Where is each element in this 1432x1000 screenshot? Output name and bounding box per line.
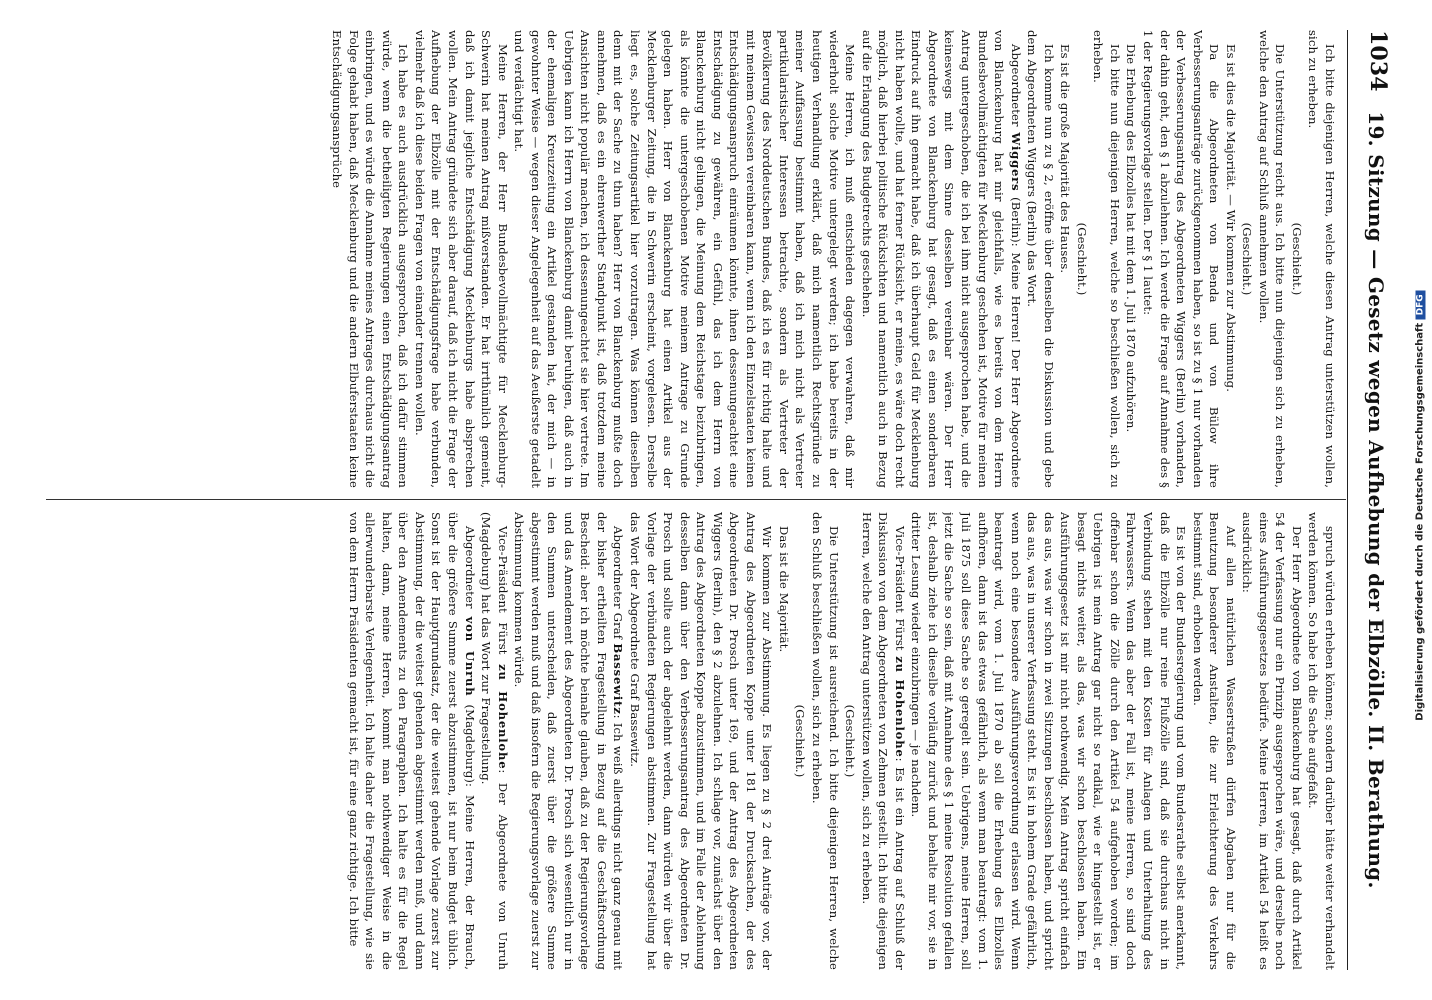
- paragraph-text: Meine Herren, der Herr Bundesbevollmächtigte für Mecklenburg-Schwerin hat meinen Antrag mißverstanden. Er hat irrthümlich gemeint, daß ich damit jegliche Entschädigung Mecklenburgs habe absprechen wollen. Mein Antrag gründete sich aber darauf, daß ich nicht die Frage der Aufhebung der Elbzölle mit der Entschädigungsfrage habe verbunden, vielmehr daß ich diese beiden Fragen von einander trennen wollen.: [412, 30, 510, 488]
- text-paragraph: [411, 30, 510, 488]
- speaker-name: zu Hohenlohe: [892, 656, 907, 758]
- stage-direction: [1239, 30, 1256, 488]
- paragraph-text: Meine Herren, ich muß entschieden dagegen verwahren, daß mir wiederholt solche Motive untergelegt werden; ich habe bereits in der heutigen Verhandlung erklärt, daß mich namentlich Rechtsgründe zu meiner Auffassung bestimmt haben, daß ich mich nicht als Vertreter partikularistischer Interessen betrachte, sondern als Vertreter der Bevölkerung des Norddeutschen Bundes, daß ich es für richtig halte und mit meinem Gewissen vereinbaren kann, wenn ich den Einzelstaaten keinen Entschädigungsanspruch einräumen könnte, ihnen dessenungeachtet eine Entschädigung zu gewähren, ein Gefühl, das ich dem Herrn von Blanckenburg nicht gelingen, die Meinung dem Reichstage beizubringen, als könnte die untergeschobenen Motive meinem Antrage zu Grunde gelegen haben. Herr von Blanckenburg hat einen Artikel aus der Mecklenburger Zeitung, die in Schwerin erscheint, vorgelesen. Derselbe liegt es, solche Zeitungsartikel hier vorzutragen. Was können dieselben denn mit der Sache zu thun haben? Herr von Blanckenburg mußte doch annehmen, daß es ein ehrenwerther Standpunkt ist, daß trotzdem meine Ansichten nicht populär machen, ich dessenungeachtet sie hier vertrete. Im Uebrigen kann ich Herrn von Blanckenburg damit beruhigen, daß auch in der ehemaligen Kreuzzeitung ein Artikel gestanden hat, der mich — in gewohnter Weise — wegen dieser Angelegenheit auf das Aeußerste getadelt und verdächtigt hat.: [512, 30, 858, 488]
- speaker-paragraph: [345, 512, 477, 970]
- text-paragraph: [1057, 30, 1074, 488]
- paragraph-text: (Geschieht.): [1289, 222, 1304, 296]
- text-paragraph: [1305, 512, 1338, 970]
- page-number: 1034: [1365, 30, 1391, 92]
- text-paragraph: [1024, 30, 1057, 488]
- text-paragraph: [1255, 30, 1288, 488]
- text-paragraph: [1305, 30, 1338, 488]
- text-paragraph: [1090, 30, 1123, 488]
- dfg-logo-icon: DFG: [1416, 290, 1426, 319]
- paragraph-text: Da die Abgeordneten von Benda und von Bülow ihre Verbesserungsanträge zurückgenommen haben, so ist zu § 1 nur vorhanden der Verbesserungsantrag des Abgeordneten Wiggers (Berlin) vorhanden, der dahin geht, den § 1 abzulehnen. Ich werde die Frage auf Annahme des § 1 der Regierungsvorlage stellen. Der § 1 lautet:: [1140, 30, 1222, 488]
- speaker-paragraph: [858, 30, 1023, 488]
- paragraph-text: : Der Abgeordnete von Unruh (Magdeburg) hat das Wort zur Fragestellung.: [479, 512, 510, 970]
- speaker-title: Vice-Präsident Fürst: [892, 526, 907, 657]
- speaker-title: Abgeordneter Graf: [611, 526, 626, 644]
- paragraph-text: Ich habe es auch ausdrücklich ausgesprochen, daß ich dafür stimmen würde, wenn die betheiligten Regierungen einen Entschädigungsantrag einbringen, und es würde die Annahme meines Antrages durchaus nicht die Folge gehabt haben, daß Mecklenburg und die andern Elbuferstaaten keine Entschädigungsansprüche: [330, 30, 411, 488]
- text-paragraph: [626, 512, 775, 970]
- paragraph-text: Der Herr Abgeordnete von Blanckenburg hat gesagt, daß durch Artikel 54 der Verfassung nur ein Prinzip ausgesprochen wäre, und derselbe noch eines Ausführungsgesetzes bedürfe. Meine Herren, im Artikel 54 heißt es ausdrücklich:: [1240, 512, 1304, 970]
- paragraph-text: Es ist dies die Majorität. — Wir kommen zur Abstimmung.: [1223, 44, 1238, 392]
- stage-direction: [792, 512, 809, 970]
- text-paragraph: [1189, 512, 1239, 970]
- page-header: [1347, 30, 1392, 970]
- right-text-column: [48, 512, 1338, 970]
- paragraph-text: Ich komme nun zu § 2, eröffne über denselben die Diskussion und gebe dem Abgeordneten Wiggers (Berlin) das Wort.: [1025, 30, 1056, 488]
- digitization-watermark: [1409, 0, 1431, 1000]
- text-paragraph: [1239, 512, 1305, 970]
- speaker-title: Abgeordneter: [1008, 44, 1023, 133]
- paragraph-text: Die Unterstützung reicht aus. Ich bitte nun diejenigen sich zu erheben, welche den Antrag auf Schluß annehmen wollen.: [1256, 30, 1288, 488]
- paragraph-text: (Magdeburg): Meine Herren, der Brauch, über die größere Summe zuerst abzustimmen, ist nur beim Budget üblich. Sonst ist der Hauptgrundsatz, der die weitest gehende Vorlage zuerst zur Abstimmung, der die weitest gehenden abgestimmt werden muß, und dann über den Amendements zu den Paragraphen. Ich halte es für die Regel halten, dann, meine Herren, kommt man nothwendiger Weise in die allerwunderbarste Verlegenheit. Ich halte daher die Fragestellung, wie sie von dem Herrn Präsidenten gemacht ist, für eine ganz richtige. Ich bitte: [346, 512, 477, 970]
- paragraph-text: Ich bitte diejenigen Herren, welche diesen Antrag unterstützen wollen, sich zu erheben.: [1306, 30, 1337, 488]
- text-paragraph: [809, 512, 842, 970]
- watermark-text: Digitalisierung gefördert durch die Deutsche Forschungsgemeinschaft: [1414, 322, 1426, 721]
- paragraph-text: Auf allen natürlichen Wasserstraßen dürfen Abgaben nur für die Benutzung besonderer Anstalten, die zur Erleichterung des Verkehrs bestimmt sind, erhoben werden.: [1190, 512, 1238, 970]
- paragraph-text: (Geschieht.): [1240, 222, 1255, 296]
- paragraph-text: Es ist von der Bundesregierung und vom Bundesrathe selbst anerkannt, daß die Elbzölle nur reine Flußzölle sind, daß sie durchaus nicht in Verbindung stehen mit den Kosten für Anlagen und Unterhaltung des Fahrwassers. Wenn das aber der Fall ist, meine Herren, so sind doch offenbar schon die Zölle durch den Artikel 54 aufgehoben worden; im Uebrigen ist mein Antrag gar nicht so radikal, wie er hingestellt ist, er besagt nichts weiter, als das, was wir schon beschlossen haben. Ein Ausführungsgesetz ist mir nicht nothwendig. Mein Antrag spricht einfach das aus, was wir schon in zwei Sitzungen beschlossen haben, und spricht das aus, was in unserer Verfassung steht. Es ist in hohem Grade gefährlich, wenn noch eine besondere Ausführungsverordnung erlassen wird. Wenn beantragt wird, vom 1. Juli 1870 ab soll die Erhebung des Elbzolles aufhören, dann ist das etwas gefährlich, als wenn man beantragt: vom 1. Juli 1875 soll diese Sache so geregelt sein. Uebrigens, meine Herren, soll jetzt die Sache so sein, daß mit Annahme des § 1 meine Resolution gefallen ist, deshalb ziehe ich dieselbe vorläufig zurück und behalte mir vor, sie in dritter Lesung wieder einzubringen — je nachdem.: [909, 512, 1189, 970]
- speaker-paragraph: [858, 512, 908, 970]
- paragraph-text: (Berlin): Meine Herren! Der Herr Abgeordnete von Blanckenburg hat mir gleichfalls, wie es bereits von dem Herrn Bundesbevollmächtigten für Mecklenburg geschehen ist, Motive für meinen Antrag untergeschoben, die ich bei ihm nicht ausgesprochen habe, und die keineswegs mit dem Sinne desselben vereinbar wären. Der Herr Abgeordnete von Blanckenburg hat gesagt, daß es einen sonderbaren Eindruck auf ihn gemacht habe, daß ich überhaupt Geld für Mecklenburg nicht haben wollte, und hat ferner Rücksicht, er meine, es wäre doch recht möglich, daß hierbei politische Rücksichten und namentlich auch in Bezug auf die Erlangung des Budgetrechts geschehen.: [859, 30, 1023, 488]
- speaker-paragraph: [511, 512, 627, 970]
- watermark-line: [1415, 6, 1426, 1000]
- paragraph-text: (Geschieht.): [793, 704, 808, 778]
- text-paragraph: [775, 512, 792, 970]
- paragraph-text: spruch würden erheben können; sondern darüber hätte weiter verhandelt werden können. So habe ich die Sache aufgefaßt.: [1306, 512, 1337, 970]
- speaker-paragraph: [478, 512, 511, 970]
- paragraph-text: : Ich weiß allerdings nicht ganz genau mit der bisher ertheilten Fragestellung in Bezug auf die Geschäftsordnung Bescheid: aber ich möchte beinahe glauben, daß zu der Regierungsvorlage und das Amendement des Abgeordneten Dr. Prosch sich wesentlich nur in den Summen unterscheiden, daß zuerst über die größere Summe abgestimmt werden muß und daß insofern die Regierungsvorlage zuerst zur Abstimmung kommen würde.: [512, 512, 626, 970]
- speaker-name: zu Hohenlohe: [495, 664, 510, 770]
- paragraph-text: Das ist die Majorität.: [776, 526, 791, 653]
- speaker-name: Bassewitz: [611, 643, 626, 715]
- text-paragraph: [1123, 30, 1140, 488]
- column-divider: [46, 499, 1346, 500]
- text-paragraph: [329, 30, 412, 488]
- paragraph-text: Die Erhebung des Elbzolles hat mit dem 1. Juli 1870 aufzuhören.: [1124, 44, 1139, 433]
- speaker-title: Vice-Präsident Fürst: [495, 526, 510, 665]
- text-paragraph: [908, 512, 1189, 970]
- paragraph-text: Ich bitte nun diejenigen Herren, welche so beschließen wollen, sich zu erheben.: [1091, 30, 1122, 488]
- page-title: 19. Sitzung — Gesetz wegen Aufhebung der Elbzölle. II. Berathung.: [1364, 111, 1388, 889]
- paragraph-text: Wir kommen zur Abstimmung. Es liegen zu § 2 drei Anträge vor, der Antrag des Abgeordneten Koppe unter 181 der Drucksachen, der des Abgeordneten Dr. Prosch unter 169, und der Antrag des Abgeordneten Wiggers (Berlin), den § 2 abzulehnen. Ich schlage vor, zunächst über den Antrag des Abgeordneten Koppe abzustimmen, und im Falle der Ablehnung desselben dann über den Verbesserungsantrag des Abgeordneten Dr. Prosch und sollte auch der abgelehnt werden, dann würden wir über die Vorlage der verbündeten Regierungen abstimmen. Zur Fragestellung hat das Wort der Abgeordnete Graf Bassewitz.: [628, 512, 775, 970]
- paragraph-text: (Geschieht.): [1074, 222, 1089, 296]
- text-paragraph: [511, 30, 858, 488]
- paragraph-text: (Geschieht.): [843, 704, 858, 778]
- stage-direction: [842, 512, 859, 970]
- paragraph-text: Die Unterstützung ist ausreichend. Ich bitte diejenigen Herren, welche den Schluß beschließen wollen, sich zu erheben.: [810, 512, 841, 970]
- speaker-name: Wiggers: [1008, 132, 1023, 192]
- left-text-column: [48, 30, 1338, 488]
- rotated-document-page: [40, 30, 1392, 970]
- paragraph-text: Es ist die große Majorität des Hauses.: [1058, 44, 1073, 274]
- stage-direction: [1073, 30, 1090, 488]
- stage-direction: [1288, 30, 1305, 488]
- text-paragraph: [1222, 30, 1239, 488]
- speaker-title: Abgeordneter: [462, 526, 477, 617]
- text-paragraph: [1139, 30, 1222, 488]
- speaker-name: von Unruh: [462, 616, 477, 697]
- paragraph-text: : Es ist ein Antrag auf Schluß der Diskussion von dem Abgeordneten von Zehmen gestellt. Ich bitte diejenigen Herren, welche den Antrag unterstützen wollen, sich zu erheben.: [859, 512, 907, 970]
